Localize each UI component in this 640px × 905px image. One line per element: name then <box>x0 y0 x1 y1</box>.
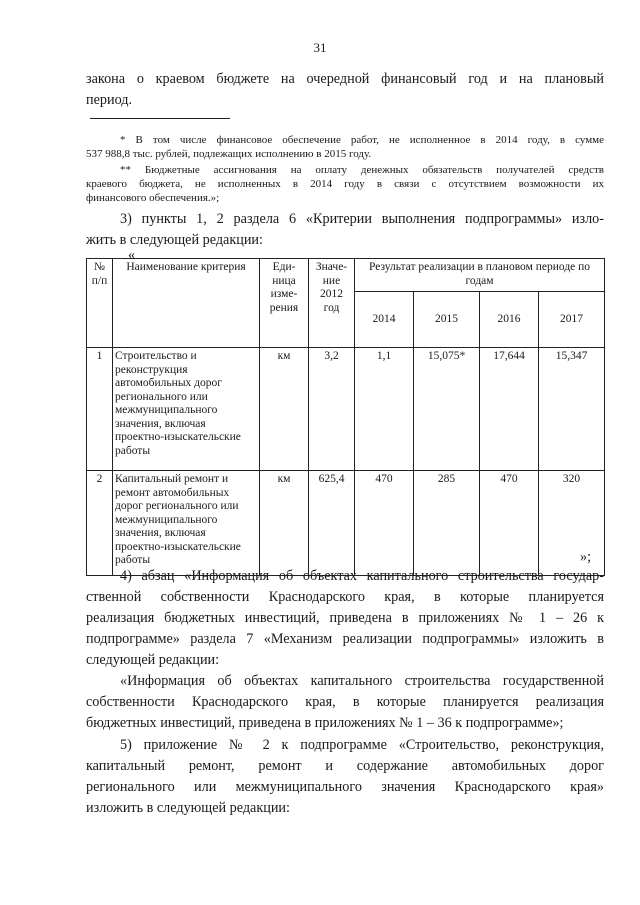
item-4-line-1: 4) абзац «Информация об объектах капитального строительства государ- <box>120 568 604 584</box>
item-4-line-2: ственной собственности Краснодарского края, в которые планируется <box>86 589 604 605</box>
row-1-2016: 17,644 <box>480 348 539 471</box>
table-row <box>87 471 605 576</box>
item-3-line-2: жить в следующей редакции: <box>86 232 263 248</box>
item-4-line-3: реализация бюджетных инвестиций, приведена в приложениях № 1 – 26 к <box>86 610 604 626</box>
header-year-2014: 2014 <box>355 292 414 348</box>
row-2-2014: 470 <box>355 471 414 576</box>
row-2-name: Капитальный ремонт и ремонт автомобильных дорог регионального или межмуниципального значения, включая проектно-изыскательские работы <box>113 471 260 576</box>
row-2-2016: 470 <box>480 471 539 576</box>
item-3-line-1: 3) пункты 1, 2 раздела 6 «Критерии выполнения подпрограммы» изло- <box>120 211 604 227</box>
row-1-2015: 15,075* <box>414 348 480 471</box>
intro-line-2: период. <box>86 92 133 108</box>
row-1-num: 1 <box>87 348 113 471</box>
footnote-2-line-3: финансового обеспечения.»; <box>86 192 220 204</box>
row-1-unit: км <box>260 348 309 471</box>
header-value-2012: Значе-ние 2012 год <box>309 259 355 348</box>
footnote-1-line-1: * В том числе финансовое обеспечение работ, не исполненное в 2014 году, в сумме <box>120 134 604 146</box>
footnote-separator <box>90 118 230 119</box>
row-2-2017: 320 <box>539 471 605 576</box>
item-4-line-5: следующей редакции: <box>86 652 220 668</box>
footnote-2-line-2: краевого бюджета, не исполненных в 2014 году в связи с отсутствием возможности их <box>86 178 604 190</box>
open-quote: « <box>128 247 136 263</box>
intro-line-1: закона о краевом бюджете на очередной финансовый год и на плановый <box>86 71 604 87</box>
item-4-quote-line-3: бюджетных инвестиций, приведена в приложениях № 1 – 36 к подпрограмме»; <box>86 715 564 731</box>
header-unit: Еди-ница изме-рения <box>260 259 309 348</box>
row-2-num: 2 <box>87 471 113 576</box>
item-4-quote-line-1: «Информация об объектах капитального строительства государственной <box>120 673 604 689</box>
header-num: № п/п <box>87 259 113 348</box>
item-5-line-1: 5) приложение № 2 к подпрограмме «Строительство, реконструкция, <box>120 737 604 753</box>
header-year-2015: 2015 <box>414 292 480 348</box>
footnote-2-line-1: ** Бюджетные ассигнования на оплату денежных обязательств получателей средств <box>120 164 604 176</box>
header-year-2016: 2016 <box>480 292 539 348</box>
row-2-unit: км <box>260 471 309 576</box>
row-1-name: Строительство и реконструкция автомобильных дорог регионального или межмуниципального значения, включая проектно-изыскательские работы <box>113 348 260 471</box>
table-header-row <box>87 259 605 292</box>
item-4-line-4: подпрограмме» раздела 7 «Механизм реализации подпрограммы» изложить в <box>86 631 604 647</box>
row-1-2017: 15,347 <box>539 348 605 471</box>
close-quote: »; <box>580 549 592 565</box>
item-4-quote-line-2: собственности Краснодарского края, в которые планируется реализация <box>86 694 604 710</box>
page-number: 31 <box>313 40 327 55</box>
row-2-value-2012: 625,4 <box>309 471 355 576</box>
row-1-2014: 1,1 <box>355 348 414 471</box>
header-name: Наименование критерия <box>113 259 260 348</box>
item-5-line-2: капитальный ремонт, ремонт и содержание автомобильных дорог <box>86 758 604 774</box>
criteria-table <box>86 258 605 576</box>
header-year-2017: 2017 <box>539 292 605 348</box>
footnote-1-line-2: 537 988,8 тыс. рублей, подлежащих исполнению в 2015 году. <box>86 148 372 160</box>
item-5-line-4: изложить в следующей редакции: <box>86 800 290 816</box>
table-row <box>87 348 605 471</box>
row-1-value-2012: 3,2 <box>309 348 355 471</box>
item-5-line-3: регионального или межмуниципального значения Краснодарского края» <box>86 779 604 795</box>
header-result: Результат реализации в плановом периоде по годам <box>355 259 605 292</box>
row-2-2015: 285 <box>414 471 480 576</box>
